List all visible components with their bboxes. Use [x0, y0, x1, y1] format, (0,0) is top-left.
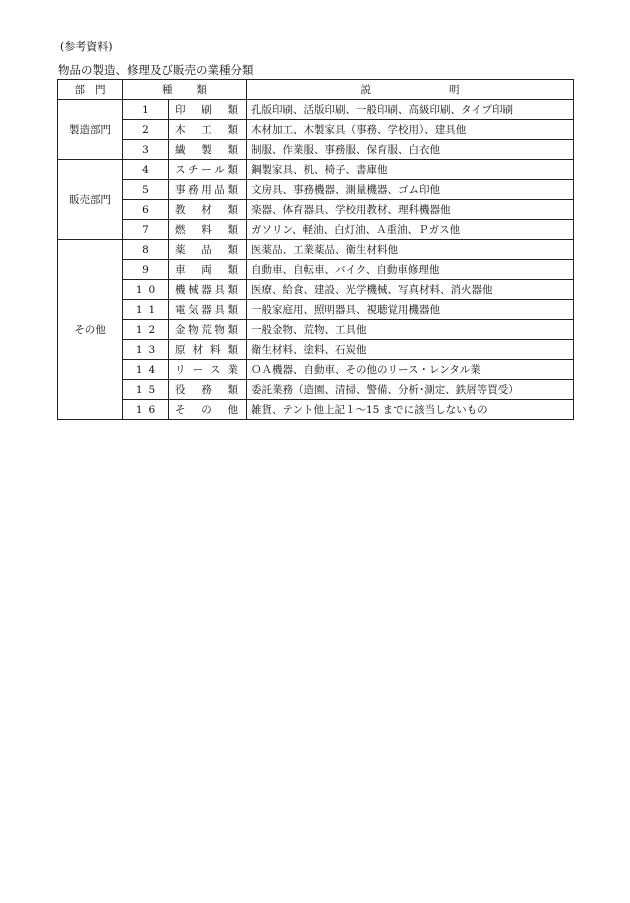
category-cell: スチール類 — [169, 160, 247, 180]
description-cell: 医療、給食、建設、光学機械、写真材料、消火器他 — [247, 280, 574, 300]
table-row — [58, 380, 574, 400]
category-cell: その他 — [169, 400, 247, 420]
header-department: 部門 — [58, 80, 123, 100]
description-cell: 一般金物、荒物、工具他 — [247, 320, 574, 340]
department-cell: その他 — [58, 240, 123, 420]
table-row — [58, 200, 574, 220]
table-row — [58, 320, 574, 340]
category-cell: 機械器具類 — [169, 280, 247, 300]
industry-classification-table — [57, 79, 574, 420]
table-row — [58, 280, 574, 300]
row-number: 12 — [123, 320, 169, 340]
row-number: 9 — [123, 260, 169, 280]
row-number: 15 — [123, 380, 169, 400]
row-number: 8 — [123, 240, 169, 260]
table-row — [58, 400, 574, 420]
description-cell: 自動車、自転車、バイク、自動車修理他 — [247, 260, 574, 280]
description-cell: ＯＡ機器、自動車、その他のリース・レンタル業 — [247, 360, 574, 380]
row-number: 16 — [123, 400, 169, 420]
row-number: 3 — [123, 140, 169, 160]
row-number: 2 — [123, 120, 169, 140]
row-number: 5 — [123, 180, 169, 200]
row-number: 11 — [123, 300, 169, 320]
category-cell: 原材料類 — [169, 340, 247, 360]
category-cell: 燃料類 — [169, 220, 247, 240]
category-cell: 電気器具類 — [169, 300, 247, 320]
description-cell: 衛生材料、塗料、石炭他 — [247, 340, 574, 360]
table-row — [58, 340, 574, 360]
description-cell: 文房具、事務機器、測量機器、ゴム印他 — [247, 180, 574, 200]
description-cell: ガソリン、軽油、白灯油、Ａ重油、Ｐガス他 — [247, 220, 574, 240]
description-cell: 制服、作業服、事務服、保育服、白衣他 — [247, 140, 574, 160]
description-cell: 楽器、体育器具、学校用教材、理科機器他 — [247, 200, 574, 220]
header-description: 説明 — [247, 80, 574, 100]
reference-label: (参考資料) — [60, 40, 113, 53]
table-row — [58, 220, 574, 240]
header-category: 種類 — [123, 80, 247, 100]
description-cell: 木材加工、木製家具（事務、学校用）、建具他 — [247, 120, 574, 140]
table-header-row — [58, 80, 574, 100]
table-row — [58, 180, 574, 200]
table-row — [58, 240, 574, 260]
row-number: 13 — [123, 340, 169, 360]
description-cell: 一般家庭用、照明器具、視聴覚用機器他 — [247, 300, 574, 320]
description-cell: 医薬品、工業薬品、衛生材料他 — [247, 240, 574, 260]
row-number: 4 — [123, 160, 169, 180]
description-cell: 雑貨、テント他上記１～15 までに該当しないもの — [247, 400, 574, 420]
category-cell: 薬品類 — [169, 240, 247, 260]
category-cell: 事務用品類 — [169, 180, 247, 200]
category-cell: 印刷類 — [169, 100, 247, 120]
department-cell: 販売部門 — [58, 160, 123, 240]
table-row — [58, 260, 574, 280]
row-number: 10 — [123, 280, 169, 300]
category-cell: リース業 — [169, 360, 247, 380]
category-cell: 木工類 — [169, 120, 247, 140]
category-cell: 車両類 — [169, 260, 247, 280]
table-row — [58, 100, 574, 120]
description-cell: 委託業務（造園、清掃、警備、分析･測定、鉄屑等買受） — [247, 380, 574, 400]
category-cell: 金物荒物類 — [169, 320, 247, 340]
description-cell: 孔版印刷、活版印刷、一般印刷、高級印刷、タイプ印刷 — [247, 100, 574, 120]
row-number: 14 — [123, 360, 169, 380]
document-title: 物品の製造、修理及び販売の業種分類 — [58, 63, 254, 77]
table-row — [58, 120, 574, 140]
table-row — [58, 160, 574, 180]
row-number: 7 — [123, 220, 169, 240]
table-row — [58, 140, 574, 160]
description-cell: 鋼製家具、机、椅子、書庫他 — [247, 160, 574, 180]
category-cell: 役務類 — [169, 380, 247, 400]
category-cell: 教材類 — [169, 200, 247, 220]
row-number: 6 — [123, 200, 169, 220]
table-row — [58, 300, 574, 320]
category-cell: 繊製類 — [169, 140, 247, 160]
row-number: 1 — [123, 100, 169, 120]
table-row — [58, 360, 574, 380]
department-cell: 製造部門 — [58, 100, 123, 160]
